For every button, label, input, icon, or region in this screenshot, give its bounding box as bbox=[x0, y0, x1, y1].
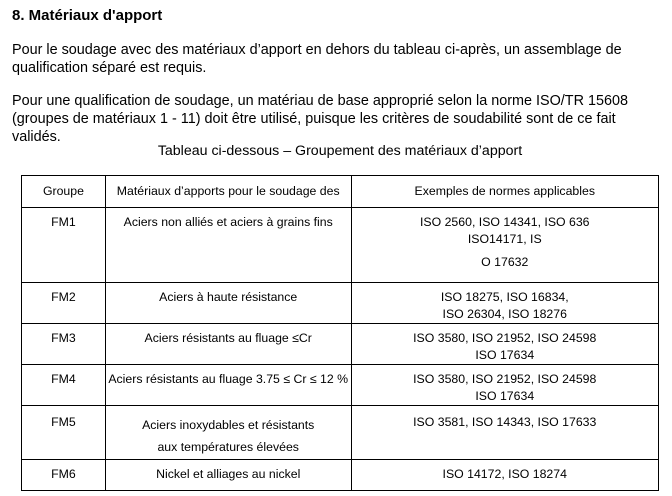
standards-line: ISO 2560, ISO 14341, ISO 636 bbox=[419, 215, 590, 229]
group-cell: FM4 bbox=[22, 365, 106, 406]
qualification-paragraph: Pour une qualification de soudage, un matériau de base approprié selon la norme ISO/TR 15608 (groupes de matériaux 1 - 11) doit être utilisé, puisque les critères de soudabilité sont de ce fait validés. bbox=[12, 93, 628, 145]
standards-cell bbox=[351, 283, 658, 324]
section-heading: 8. Matériaux d'apport bbox=[12, 7, 163, 24]
intro-paragraph: Pour le soudage avec des matériaux d’apport en dehors du tableau ci-après, un assemblage de qualification séparé est requis. bbox=[12, 42, 622, 76]
standards-line: ISO 3580, ISO 21952, ISO 24598 bbox=[413, 372, 597, 386]
material-line: Aciers non alliés et aciers à grains fins bbox=[123, 215, 333, 229]
group-cell: FM2 bbox=[22, 283, 106, 324]
group-cell: FM3 bbox=[22, 324, 106, 365]
table-row bbox=[22, 406, 659, 460]
header-standards: Exemples de normes applicables bbox=[351, 176, 658, 208]
material-line: aux températures élevées bbox=[157, 440, 299, 454]
table-row bbox=[22, 324, 659, 365]
filler-material-table bbox=[21, 175, 659, 491]
table-row bbox=[22, 460, 659, 491]
material-cell bbox=[105, 283, 351, 324]
group-cell: FM5 bbox=[22, 406, 106, 460]
material-line: Aciers résistants au fluage ≤Cr bbox=[144, 331, 312, 345]
table-row bbox=[22, 208, 659, 283]
material-line: Aciers résistants au fluage 3.75 ≤ Cr ≤ 12 % bbox=[108, 372, 349, 386]
header-group: Groupe bbox=[22, 176, 106, 208]
standards-line: ISO14171, IS bbox=[467, 232, 542, 246]
material-cell bbox=[105, 406, 351, 460]
table-header-row bbox=[22, 176, 659, 208]
standards-line: O 17632 bbox=[481, 255, 529, 269]
table-row bbox=[22, 365, 659, 406]
standards-line: ISO 18275, ISO 16834, bbox=[440, 290, 569, 304]
standards-cell bbox=[351, 365, 658, 406]
standards-line: ISO 26304, ISO 18276 bbox=[442, 307, 567, 321]
header-materials: Matériaux d’apports pour le soudage des bbox=[105, 176, 351, 208]
standards-line: ISO 14172, ISO 18274 bbox=[442, 467, 567, 481]
standards-line: ISO 3580, ISO 21952, ISO 24598 bbox=[413, 331, 597, 345]
table-caption-text: Tableau ci-dessous – Groupement des matériaux d’apport bbox=[157, 143, 523, 159]
material-line: Aciers inoxydables et résistants bbox=[142, 418, 315, 432]
table-caption bbox=[0, 143, 672, 159]
standards-cell bbox=[351, 208, 658, 283]
group-cell: FM6 bbox=[22, 460, 106, 491]
standards-line: ISO 17634 bbox=[475, 348, 535, 362]
standards-cell bbox=[351, 406, 658, 460]
standards-cell bbox=[351, 460, 658, 491]
table-row bbox=[22, 283, 659, 324]
material-cell bbox=[105, 324, 351, 365]
group-cell: FM1 bbox=[22, 208, 106, 283]
standards-line: ISO 3581, ISO 14343, ISO 17633 bbox=[413, 415, 597, 429]
material-cell bbox=[105, 208, 351, 283]
material-cell bbox=[105, 365, 351, 406]
material-line: Aciers à haute résistance bbox=[159, 290, 298, 304]
material-line: Nickel et alliages au nickel bbox=[156, 467, 301, 481]
standards-line: ISO 17634 bbox=[475, 389, 535, 403]
material-cell bbox=[105, 460, 351, 491]
standards-cell bbox=[351, 324, 658, 365]
